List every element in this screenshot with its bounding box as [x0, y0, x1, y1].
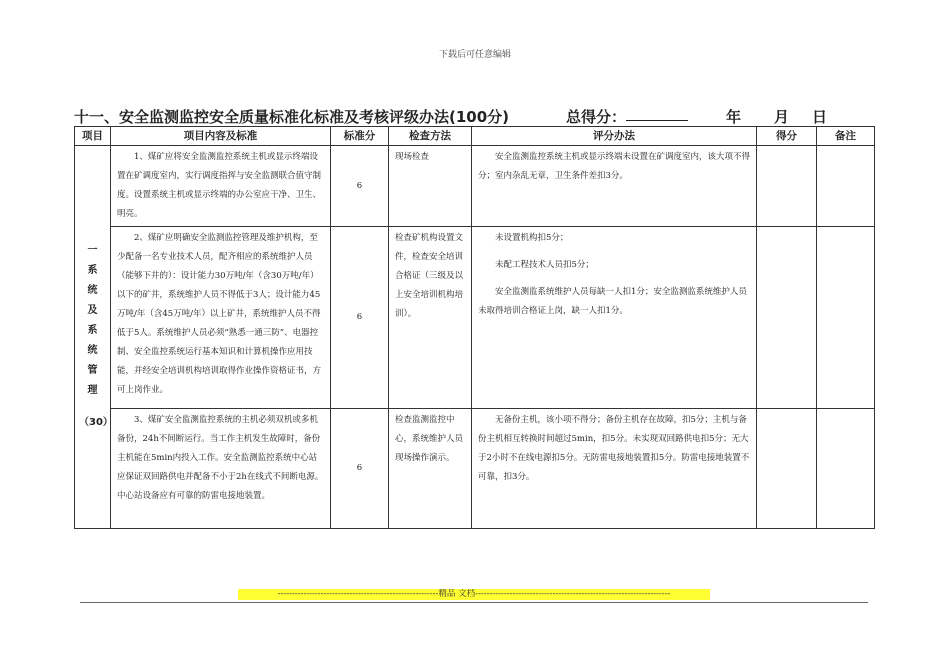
category-char: 系 — [87, 265, 98, 276]
header-remark: 备注 — [817, 127, 875, 146]
score-obtained-cell — [757, 409, 817, 529]
header-item: 项目 — [75, 127, 111, 146]
remark-cell — [817, 146, 875, 227]
standard-score-cell: 6 — [331, 227, 389, 409]
category-cell — [75, 146, 111, 529]
category-char: 系 — [87, 325, 98, 336]
total-score-blank — [626, 106, 688, 121]
table-row — [75, 227, 875, 409]
table-row — [75, 409, 875, 529]
scoring-cell: 安全监测监控系统主机或显示终端未设置在矿调度室内，该大项不得分；室内杂乱无章，卫生条件差扣3分。 — [472, 146, 757, 227]
month-label: 月 — [774, 108, 790, 126]
header-scoring-method: 评分办法 — [472, 127, 757, 146]
table-row — [75, 146, 875, 227]
total-score-label: 总得分： — [566, 106, 626, 127]
content-cell: 2、煤矿应明确安全监测监控管理及维护机构，至少配备一名专业技术人员，配齐相应的系统维护人员（能够下井的）：设计能力30万吨/年（含30万吨/年）以下的矿井，系统维护人员不得低于3人；设计能力45万吨/年（含45万吨/年）以上矿井，系统维护人员不得低于5人。系统维护人员必须“熟悉一通三防”、电器控制、安全监控系统运行基本知识和计算机操作应用技能，并经安全培训机构培训取得作业操作资格证书，方可上岗作业。 — [111, 227, 331, 409]
check-method-cell: 检查监测监控中心，系统维护人员现场操作演示。 — [389, 409, 472, 529]
assessment-table — [74, 126, 875, 529]
category-char: 统 — [87, 285, 98, 296]
standard-score-cell: 6 — [331, 146, 389, 227]
content-cell: 1、煤矿应将安全监测监控系统主机或显示终端设置在矿调度室内，实行调度指挥与安全监测联合值守制度。设置系统主机或显示终端的办公室应干净、卫生、明亮。 — [111, 146, 331, 227]
category-char: 一 — [87, 245, 98, 256]
footer-divider — [80, 602, 868, 603]
remark-cell — [817, 227, 875, 409]
category-char: 及 — [87, 305, 98, 316]
footer-band: --------------------------------------------------------精品 文档-------------------------------------------------------------------- — [238, 589, 710, 600]
score-obtained-cell — [757, 146, 817, 227]
header-score-obtained: 得分 — [757, 127, 817, 146]
header-note: 下载后可任意编辑 — [438, 50, 511, 60]
category-char: 统 — [87, 345, 98, 356]
header-check-method: 检查方法 — [389, 127, 472, 146]
day-label: 日 — [812, 108, 828, 126]
scoring-cell: 未设置机构扣5分； 未配工程技术人员扣5分； 安全监测监系统维护人员每缺一人扣1分；安全监测监系统维护人员未取得培训合格证上岗，缺一人扣1分。 — [472, 227, 757, 409]
category-score: （30） — [79, 417, 113, 428]
scoring-cell: 无备份主机，该小项不得分；备份主机存在故障，扣5分；主机与备份主机相互转换时间超过5min，扣5分。未实现双回路供电扣5分；无大于2小时不在线电源扣5分。无防雷电接地装置扣5分。防雷电接地装置不可靠，扣3分。 — [472, 409, 757, 529]
year-label: 年 — [726, 108, 742, 126]
header-content: 项目内容及标准 — [111, 127, 331, 146]
header-standard-score: 标准分 — [331, 127, 389, 146]
standard-score-cell: 6 — [331, 409, 389, 529]
title-main: 十一、安全监测监控安全质量标准化标准及考核评级办法(100分) — [74, 108, 510, 126]
content-cell: 3、煤矿安全监测监控系统的主机必须双机或多机备份，24h不间断运行。当工作主机发生故障时，备份主机能在5min内投入工作。安全监测监控系统中心站应保证双回路供电并配备不小于2h在线式不间断电源。中心站设备应有可靠的防雷电接地装置。 — [111, 409, 331, 529]
document-title — [74, 106, 874, 126]
score-obtained-cell — [757, 227, 817, 409]
remark-cell — [817, 409, 875, 529]
table-header-row — [75, 127, 875, 146]
check-method-cell: 现场检查 — [389, 146, 472, 227]
category-char: 理 — [87, 385, 98, 396]
category-char: 管 — [87, 365, 98, 376]
check-method-cell: 检查矿机构设置文件，检查安全培训合格证（三级及以上安全培训机构培训）。 — [389, 227, 472, 409]
